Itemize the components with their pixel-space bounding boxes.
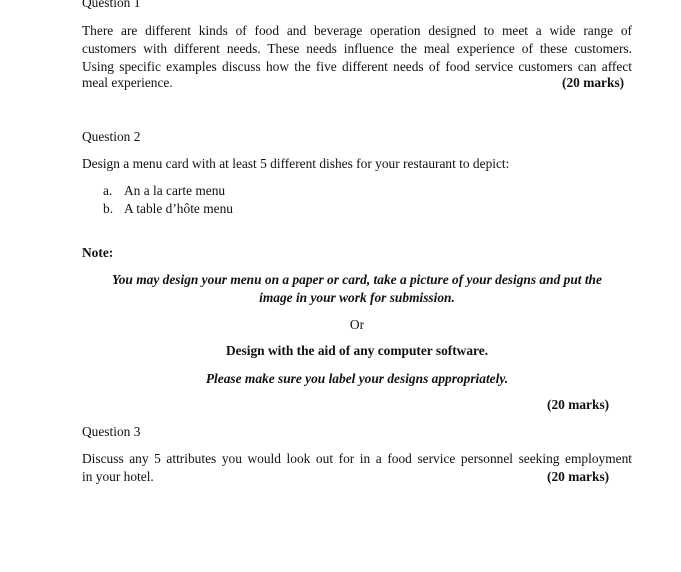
question-1-line-3: Using specific examples discuss how the five different needs of food service customers can affect	[82, 59, 632, 74]
question-2-prompt: Design a menu card with at least 5 different dishes for your restaurant to depict:	[82, 156, 510, 171]
question-3-marks: (20 marks)	[547, 469, 610, 484]
list-item-marker-b: b.	[103, 201, 114, 216]
note-line-1: You may design your menu on a paper or card, take a picture of your designs and put the	[112, 272, 602, 287]
software-note: Design with the aid of any computer software.	[225, 343, 489, 358]
question-1-line-1: There are different kinds of food and beverage operation designed to meet a wide range of	[82, 23, 632, 38]
question-2-marks: (20 marks)	[547, 397, 610, 412]
list-item-marker-a: a.	[103, 183, 113, 198]
question-1-line-2: customers with different needs. These needs influence the meal experience of these customers.	[82, 41, 632, 56]
note-label: Note:	[82, 245, 114, 260]
list-item-a: An a la carte menu	[124, 183, 226, 198]
question-3-heading: Question 3	[82, 424, 141, 439]
or-separator: Or	[349, 317, 365, 332]
question-1-line-4: meal experience.	[82, 75, 173, 90]
question-2-heading: Question 2	[82, 129, 141, 144]
label-note: Please make sure you label your designs appropriately.	[205, 371, 509, 386]
note-line-2: image in your work for submission.	[259, 290, 455, 305]
question-3-line-1: Discuss any 5 attributes you would look out for in a food service personnel seeking employment	[82, 451, 632, 466]
list-item-b: A table d’hôte menu	[124, 201, 233, 216]
question-1-heading: Question 1	[82, 0, 141, 10]
question-1-marks: (20 marks)	[562, 75, 625, 90]
question-3-line-2: in your hotel.	[82, 469, 154, 484]
